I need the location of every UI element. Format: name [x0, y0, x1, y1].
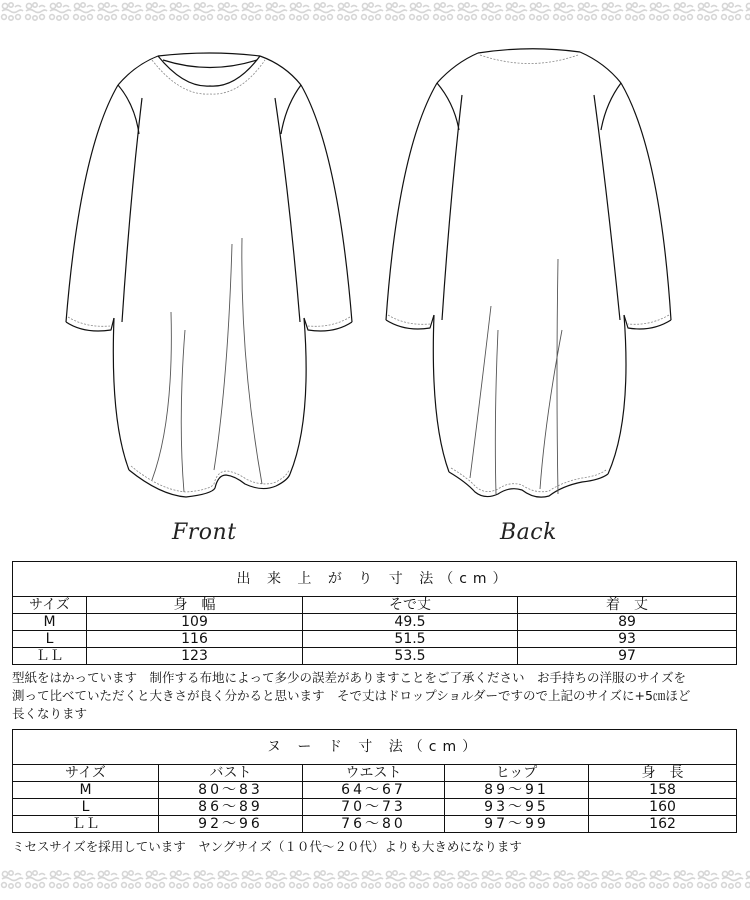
- size-cell: ＬＬ: [13, 816, 159, 833]
- finished-size-table: [12, 561, 737, 665]
- note-line: 測って比べていただくと大きさが良く分かると思います そで丈はドロップショルダーですので上記のサイズに+5㎝ほど: [12, 688, 691, 703]
- nude-size-table: [12, 729, 737, 833]
- lace-border-top: [0, 0, 750, 24]
- table-row: [13, 799, 737, 816]
- bust-cell: 86～89: [159, 799, 303, 816]
- garment-illustration: [0, 24, 750, 554]
- finished-size-note: [12, 669, 742, 723]
- waist-cell: 70～73: [303, 799, 445, 816]
- table-row: [13, 648, 737, 665]
- back-view-drawing: [386, 49, 671, 497]
- sleeve-length-cell: 53.5: [303, 648, 518, 665]
- table-row: [13, 614, 737, 631]
- hip-cell: 89～91: [445, 782, 589, 799]
- nude-table-title: ヌ ー ド 寸 法（cm）: [13, 730, 737, 765]
- size-cell: M: [13, 782, 159, 799]
- header-size: サイズ: [13, 765, 159, 782]
- height-cell: 162: [589, 816, 737, 833]
- total-length-cell: 97: [518, 648, 737, 665]
- hip-cell: 97～99: [445, 816, 589, 833]
- header-bust: バスト: [159, 765, 303, 782]
- header-size: サイズ: [13, 597, 87, 614]
- waist-cell: 64～67: [303, 782, 445, 799]
- bust-cell: 80～83: [159, 782, 303, 799]
- finished-table-title: 出 来 上 が り 寸 法（cm）: [13, 562, 737, 597]
- table-row: [13, 782, 737, 799]
- total-length-cell: 93: [518, 631, 737, 648]
- size-cell: L: [13, 631, 87, 648]
- body-width-cell: 116: [87, 631, 303, 648]
- lace-border-bottom: [0, 868, 750, 892]
- front-view-drawing: [66, 53, 352, 497]
- table-row: [13, 631, 737, 648]
- size-cell: M: [13, 614, 87, 631]
- table-row: [13, 816, 737, 833]
- note-line: 長くなります: [12, 706, 88, 721]
- back-view-label: Back: [500, 520, 557, 545]
- header-height: 身 長: [589, 765, 737, 782]
- hip-cell: 93～95: [445, 799, 589, 816]
- total-length-cell: 89: [518, 614, 737, 631]
- header-hip: ヒップ: [445, 765, 589, 782]
- front-view-label: Front: [172, 520, 237, 545]
- height-cell: 158: [589, 782, 737, 799]
- header-sleeve-length: そで丈: [303, 597, 518, 614]
- sleeve-length-cell: 49.5: [303, 614, 518, 631]
- waist-cell: 76～80: [303, 816, 445, 833]
- body-width-cell: 123: [87, 648, 303, 665]
- note-line: 型紙をはかっています 制作する布地によって多少の誤差がありますことをご了承ください お手持ちの洋服のサイズを: [12, 670, 687, 685]
- table-header-row: [13, 765, 737, 782]
- size-cell: ＬＬ: [13, 648, 87, 665]
- size-cell: L: [13, 799, 159, 816]
- header-total-length: 着 丈: [518, 597, 737, 614]
- body-width-cell: 109: [87, 614, 303, 631]
- nude-size-note: ミセスサイズを採用しています ヤングサイズ（１０代～２０代）よりも大きめになります: [12, 839, 522, 854]
- header-body-width: 身 幅: [87, 597, 303, 614]
- sleeve-length-cell: 51.5: [303, 631, 518, 648]
- table-header-row: [13, 597, 737, 614]
- height-cell: 160: [589, 799, 737, 816]
- header-waist: ウエスト: [303, 765, 445, 782]
- bust-cell: 92～96: [159, 816, 303, 833]
